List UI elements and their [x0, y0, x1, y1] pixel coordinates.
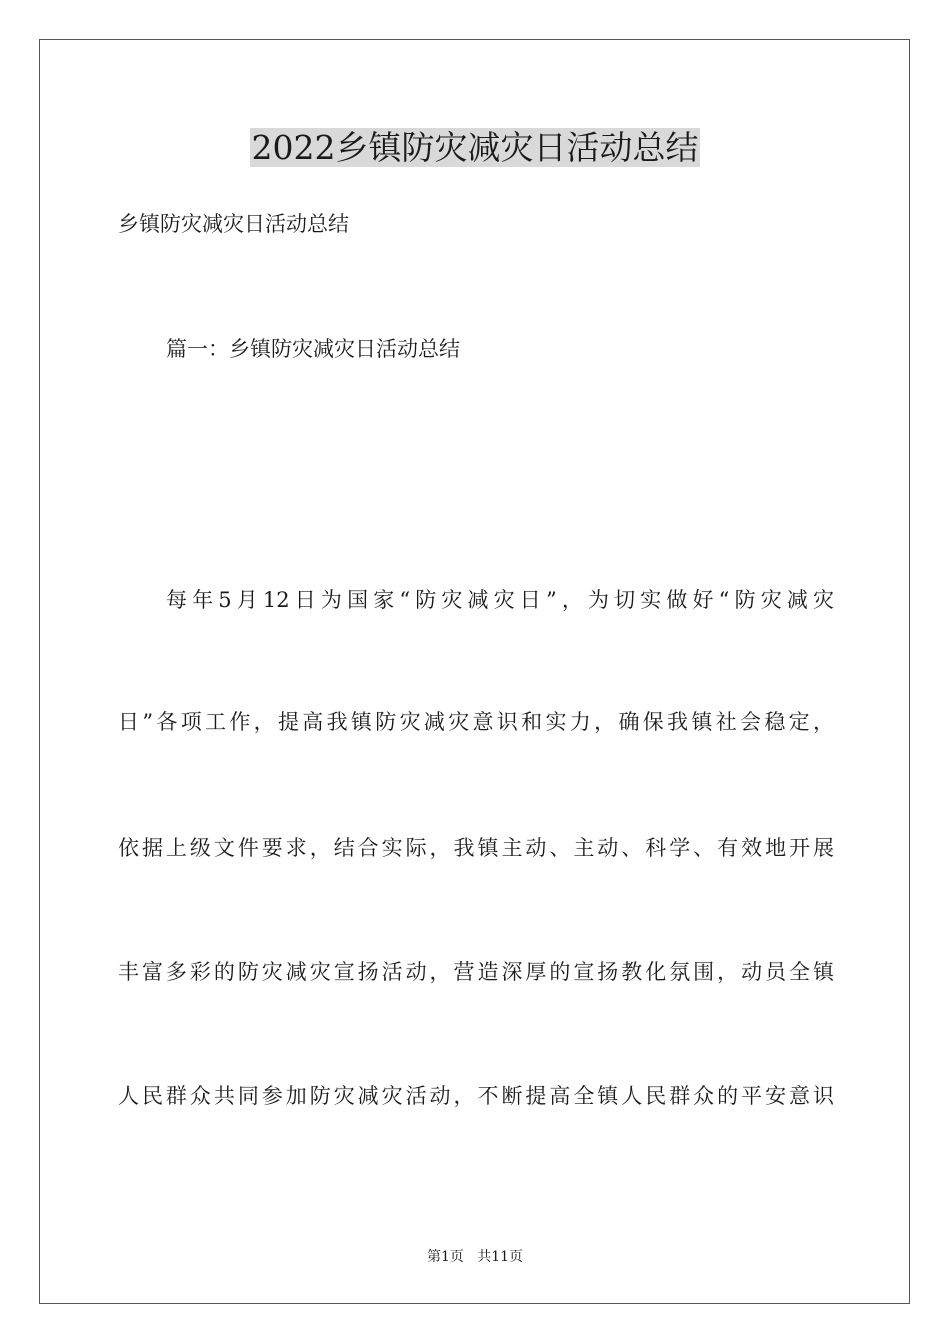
section-heading: 篇一：乡镇防灾减灾日活动总结 [166, 337, 460, 361]
body-line: 丰富多彩的防灾减灾宣扬活动，营造深厚的宣扬教化氛围，动员全镇 [118, 960, 834, 984]
page-indicator: 第1页 共11页 [426, 1249, 524, 1265]
document-title [0, 126, 950, 170]
body-line: 每年5月12日为国家“防灾减灾日”，为切实做好“防灾减灾 [166, 588, 834, 612]
document-title-text: 2022乡镇防灾减灾日活动总结 [251, 128, 699, 167]
body-line: 人民群众共同参加防灾减灾活动，不断提高全镇人民群众的平安意识 [118, 1084, 834, 1108]
body-line: 日”各项工作，提高我镇防灾减灾意识和实力，确保我镇社会稳定， [118, 710, 834, 734]
body-line: 依据上级文件要求，结合实际，我镇主动、主动、科学、有效地开展 [118, 836, 834, 860]
document-subtitle: 乡镇防灾减灾日活动总结 [118, 212, 349, 236]
